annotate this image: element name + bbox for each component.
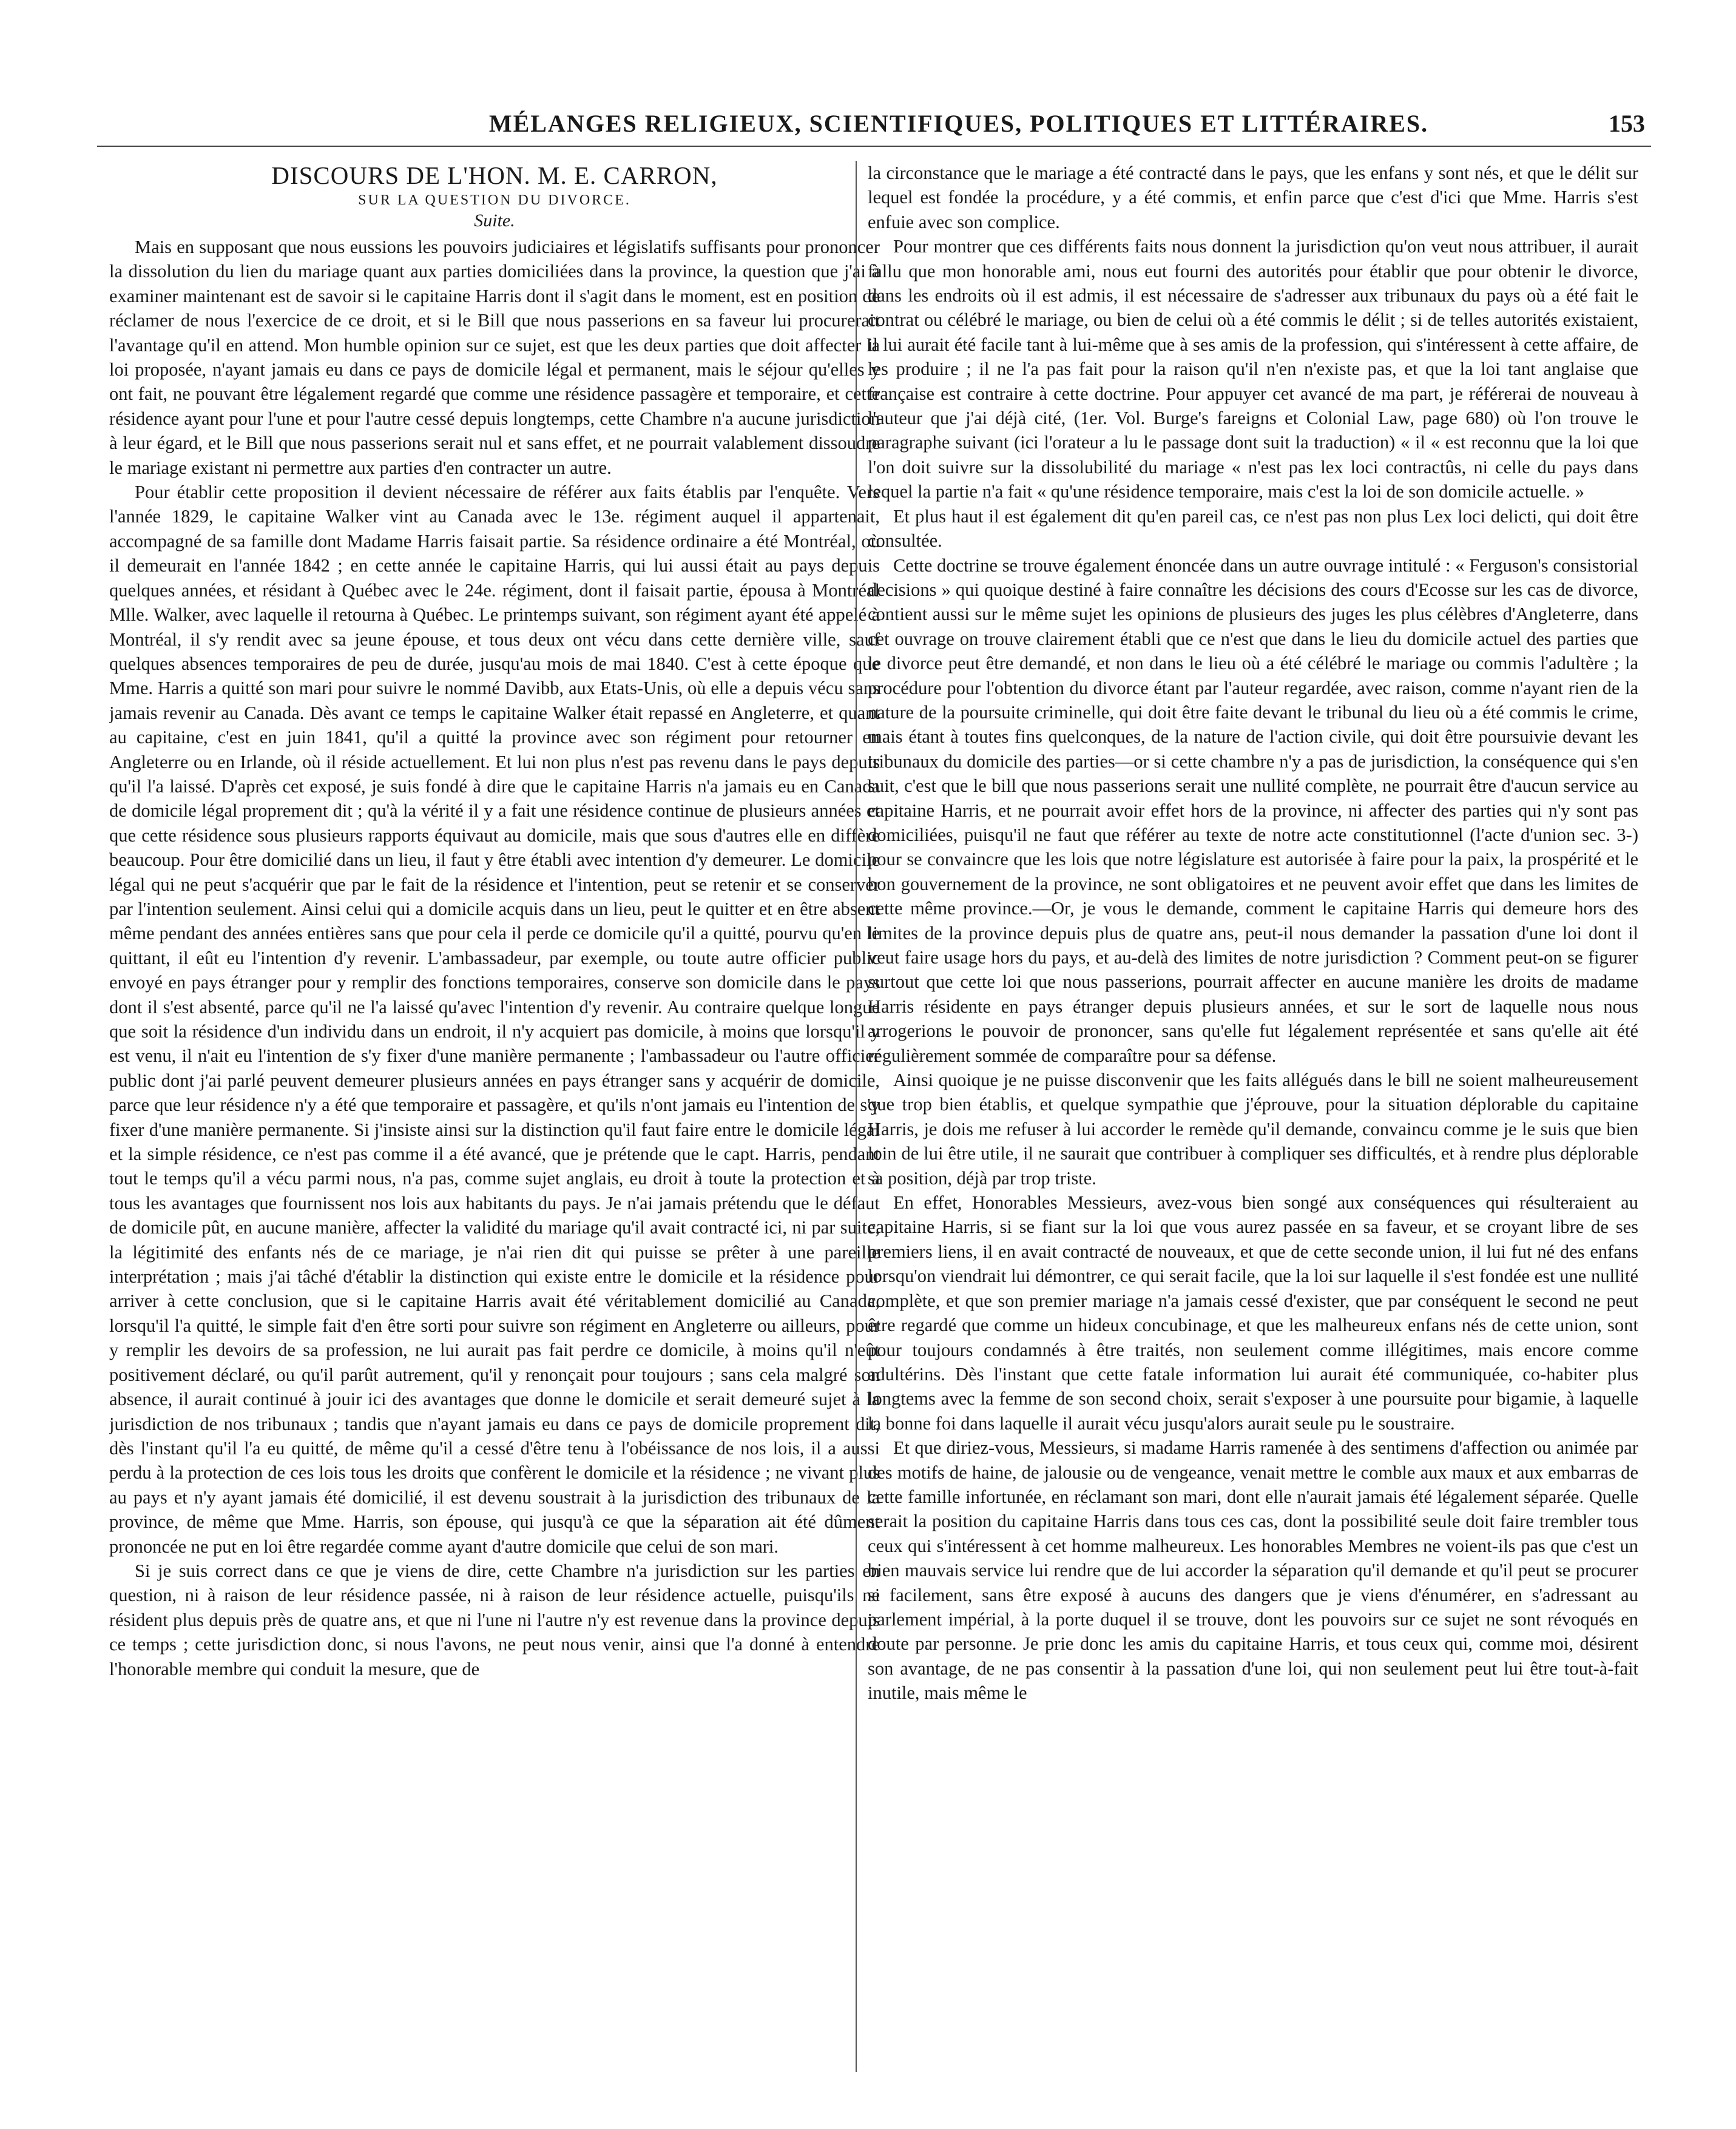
page-number: 153 — [1609, 110, 1645, 137]
paragraph: En effet, Honorables Messieurs, avez-vous bien songé aux conséquences qui résulteraient au capitaine Harris, si se fiant sur la loi que vous aurez passée en sa faveur, et se croyant libre de ses premiers liens, il en avait contracté de nouveaux, et que de cette seconde union, il lui fut né des enfans lorsqu'on viendrait lui démontrer, ce qui serait facile, que la loi sur laquelle il s'est fondée est une nullité complète, et que son premier mariage n'a jamais cessé d'exister, que par conséquent le second ne peut être regardé que comme un hideux concubinage, et que les malheureux enfans nés de cette union, sont pour toujours condamnés à être traités, non seulement comme illégitimes, mais encore comme adultérins. Dès l'instant que cette fatale information lui aurait été communiquée, co-habiter plus longtems avec la femme de son second choix, serait s'exposer à une poursuite pour bigamie, à laquelle la bonne foi dans laquelle il aurait vécu jusqu'alors aurait seule pu le soustraire. — [868, 1192, 1638, 1434]
article-subtitle: SUR LA QUESTION DU DIVORCE. — [358, 192, 631, 208]
paragraph: Pour montrer que ces différents faits nous donnent la jurisdiction qu'on veut nous attribuer, il aurait fallu que mon honorable ami, nous eut fourni des autorités pour établir que pour obtenir le divorce, dans les endroits où il est admis, il est nécessaire de s'adresser aux tribunaux du pays où a été fait le contrat ou célébré le mariage, ou bien de celui où a été commis le délit ; si de telles autorités existaient, il lui aurait été facile tant à lui-même que à ses amis de la profession, qui s'intéressent à cette affaire, de les produire ; il ne l'a pas fait pour la raison qu'il n'en n'existe pas, et que la loi tant anglaise que française est contraire à cette doctrine. Pour appuyer cet avancé de ma part, je référerai de nouveau à l'auteur que j'ai déjà cité, (1er. Vol. Burge's fareigns et Colonial Law, page 680) où l'on trouve le paragraphe suivant (ici l'orateur a lu le passage dont suit la traduction) « il « est reconnu que la loi que l'on doit suivre sur la dissolubilité du mariage « n'est pas lex loci contractûs, ni celle du pays dans lequel la partie n'a fait « qu'une résidence temporaire, mais c'est la loi de son domicile actuelle. » — [868, 236, 1638, 502]
column-divider — [856, 161, 857, 2072]
paragraph: Mais en supposant que nous eussions les pouvoirs judiciaires et législatifs suffisants pour prononcer la dissolution du lien du mariage quant aux parties domiciliées dans la province, la question que j'ai à examiner maintenant est de savoir si le capitaine Harris dont il s'agit dans le moment, est en position de réclamer de nous l'exercice de ce droit, et si le Bill que nous passerions en sa faveur lui procurerait l'avantage qu'il en attend. Mon humble opinion sur ce sujet, est que les deux parties que doit affecter la loi proposée, n'ayant jamais eu dans ce pays de domicile légal et permanent, mais le séjour qu'elles y ont fait, ne pouvant être légalement regardé que comme une résidence passagère et temporaire, et cette résidence ayant pour l'une et pour l'autre cessé depuis longtemps, cette Chambre n'a aucune jurisdiction à leur égard, et le Bill que nous passerions serait nul et sans effet, et ne pourrait valablement dissoudre le mariage existant ni permettre aux parties d'en contracter un autre. — [109, 237, 880, 478]
paragraph: Cette doctrine se trouve également énoncée dans un autre ouvrage intitulé : « Ferguson's consistorial decisions » qui quoique destiné à faire connaître les décisions des cours d'Ecosse sur les cas de divorce, contient aussi sur le même sujet les opinions de plusieurs des juges les plus célèbres d'Angleterre, dans cet ouvrage on trouve clairement établi que ce n'est que dans le lieu du domicile actuel des parties que le divorce peut être demandé, et non dans le lieu où a été célébré le mariage ou commis l'adultère ; la procédure pour l'obtention du divorce étant par l'auteur regardée, avec raison, comme n'ayant rien de la nature de la poursuite criminelle, qui doit être faite devant le tribunal du lieu où a été commis le crime, mais étant à toutes fins quelconques, de la nature de l'action civile, qui doit être poursuivie devant les tribunaux du domicile des parties—or si cette chambre n'y a pas de jurisdiction, la conséquence qui s'en suit, c'est que le bill que nous passerions serait une nullité complète, ne pourrait être d'aucun service au capitaine Harris, et ne pourrait avoir effet hors de la province, ni affecter des parties qui n'y sont pas domiciliées, puisqu'il ne faut que référer au texte de notre acte constitutionnel (l'acte d'union sec. 3-) pour se convaincre que les lois que notre législature est autorisée à faire pour la paix, la prospérité et le bon gouvernement de la province, ne sont obligatoires et ne peuvent avoir effet que dans les limites de cette même province.—Or, je vous le demande, comment le capitaine Harris qui demeure hors des limites de la province depuis plus de quatre ans, peut-il nous demander la passation d'une loi dont il veut faire usage hors du pays, et au-delà des limites de notre jurisdiction ? Comment peut-on se figurer surtout que cette loi que nous passerions, pourrait affecter en aucune manière les droits de madame Harris résidente en pays étranger depuis plusieurs années, et sur le sort de laquelle nous nous arrogerions le pouvoir de prononcer, sans qu'elle fut légalement représentée et sans qu'elle ait été régulièrement sommée de comparaître pour sa défense. — [868, 555, 1638, 1066]
paragraph: Et plus haut il est également dit qu'en pareil cas, ce n'est pas non plus Lex loci delicti, qui doit être consultée. — [868, 505, 1638, 552]
paragraph: la circonstance que le mariage a été contracté dans le pays, que les enfans y sont nés, et que le délit sur lequel est fondée la procédure, y a été commis, et enfin parce que c'est d'ici que Mme. Harris s'est enfuie avec son complice. — [868, 163, 1638, 232]
article-title: DISCOURS DE L'HON. M. E. CARRON, — [271, 161, 718, 189]
running-title: MÉLANGES RELIGIEUX, SCIENTIFIQUES, POLITIQUES ET LITTÉRAIRES. — [488, 110, 1429, 137]
right-column — [868, 161, 1638, 2072]
paragraph: Et que diriez-vous, Messieurs, si madame Harris ramenée à des sentimens d'affection ou animée par des motifs de haine, de jalousie ou de vengeance, venait mettre le comble aux maux et aux embarras de cette famille infortunée, en réclamant son mari, dont elle n'aurait jamais été légalement séparée. Quelle serait la position du capitaine Harris dans tous ces cas, dont la possibilité seule doit faire trembler tous ceux qui s'intéressent à cet homme malheureux. Les honorables Membres ne voient-ils pas que c'est un bien mauvais service lui rendre que de lui accorder la séparation qu'il demande et qu'il peut se procurer si facilement, sans être exposé à aucuns des dangers que je viens d'énumérer, en s'adressant au parlement impérial, à la porte duquel il se trouve, dont les pouvoirs sur ce sujet ne sont révoqués en doute par personne. Je prie donc les amis du capitaine Harris, et tous ceux qui, comme moi, désirent son avantage, de ne pas consentir à la passation d'une loi, qui non seulement peut lui être tout-à-fait inutile, mais même le — [868, 1437, 1638, 1704]
paragraph: Si je suis correct dans ce que je viens de dire, cette Chambre n'a jurisdiction sur les parties en question, ni à raison de leur résidence passée, ni à raison de leur résidence actuelle, puisqu'ils ne résident plus depuis près de quatre ans, et que ni l'une ni l'autre n'y est revenue dans la province depuis ce temps ; cette jurisdiction donc, si nous l'avons, ne peut nous venir, ainsi que l'a donné à entendre l'honorable membre qui conduit la mesure, que de — [109, 1560, 880, 1679]
header-rule — [97, 146, 1651, 147]
article-continuation: Suite. — [474, 211, 515, 231]
paragraph: Ainsi quoique je ne puisse disconvenir que les faits allégués dans le bill ne soient malheureusement que trop bien établis, et quelque sympathie que j'éprouve, pour la situation déplorable du capitaine Harris, je dois me refuser à lui accorder le remède qu'il demande, convaincu comme je le suis que bien loin de lui être utile, il ne saurait que contribuer à compliquer ses difficultés, et à rendre plus déplorable sa position, déjà par trop triste. — [868, 1070, 1638, 1189]
paragraph: Pour établir cette proposition il devient nécessaire de référer aux faits établis par l'enquête. Vers l'année 1829, le capitaine Walker vint au Canada avec le 13e. régiment auquel il appartenait, accompagné de sa famille dont Madame Harris faisait partie. Sa résidence ordinaire a été Montréal, où il demeurait en l'année 1842 ; en cette année le capitaine Harris, qui lui aussi était au pays depuis quelques années, et résidant à Québec avec le 24e. régiment, dont il faisait partie, épousa à Montréal Mlle. Walker, avec laquelle il retourna à Québec. Le printemps suivant, son régiment ayant été appelé à Montréal, il s'y rendit avec sa jeune épouse, et tous deux ont vécu dans cette dernière ville, sauf quelques absences temporaires de peu de durée, jusqu'au mois de mai 1840. C'est à cette époque que Mme. Harris a quitté son mari pour suivre le nommé Davibb, aux Etats-Unis, où elle a depuis vécu sans jamais revenir au Canada. Dès avant ce temps le capitaine Walker était repassé en Angleterre, et quant au capitaine, c'est en juin 1841, qu'il a quitté la province avec son régiment pour retourner en Angleterre ou en Irlande, où il réside actuellement. Et lui non plus n'est pas revenu dans le pays depuis qu'il l'a laissé. D'après cet exposé, je suis fondé à dire que le capitaine Harris n'a jamais eu en Canada de domicile légal proprement dit ; qu'à la vérité il y a fait une résidence continue de plusieurs années et que cette résidence sous plusieurs rapports équivaut au domicile, mais que sous d'autres elle en diffère beaucoup. Pour être domicilié dans un lieu, il faut y être établi avec intention d'y demeurer. Le domicile légal qui ne peut s'acquérir que par le fait de la résidence et l'intention, peut se retenir et se conserver par l'intention seulement. Ainsi celui qui a domicile acquis dans un lieu, peut le quitter et en être absent même pendant des années entières sans que pour cela il perde ce domicile qu'il a quitté, pourvu qu'en le quittant, il eût eu l'intention d'y revenir. L'ambassadeur, par exemple, ou toute autre officier public envoyé en pays étranger pour y remplir des fonctions temporaires, conserve son domicile dans le pays dont il s'est absenté, parce qu'il ne l'a laissé qu'avec l'intention d'y revenir. Au contraire quelque longue que soit la résidence d'un individu dans un endroit, il n'y acquiert pas domicile, à moins que lorsqu'il y est venu, il n'ait eu l'intention de s'y fixer d'une manière permanente ; l'ambassadeur ou l'autre officier public dont j'ai parlé peuvent demeurer plusieurs années en pays étranger sans y acquérir de domicile, parce que leur résidence n'y a été que temporaire et passagère, et qu'ils n'ont jamais eu l'intention de s'y fixer d'une manière permanente. Si j'insiste ainsi sur la distinction qu'il faut faire entre le domicile légal et la simple résidence, ce n'est pas comme il a été avancé, que je prétende que le capt. Harris, pendant tout le temps qu'il a vécu parmi nous, n'a pas, comme sujet anglais, eu droit à toute la protection et à tous les avantages que fournissent nos lois aux habitants du pays. Je n'ai jamais prétendu que le défaut de domicile pût, en aucune manière, affecter la validité du mariage qu'il avait contracté ici, ni par suite, la légitimité des enfants nés de ce mariage, je n'ai rien dit qui puisse se prêter à une pareille interprétation ; mais j'ai tâché d'établir la distinction qui existe entre le domicile et la résidence pour arriver à cette conclusion, que si le capitaine Harris avait été véritablement domicilié au Canada, lorsqu'il l'a quitté, le simple fait d'en être sorti pour suivre son régiment en Angleterre ou ailleurs, pour y remplir les devoirs de sa profession, ne lui aurait pas fait perdre ce domicile, à moins qu'il n'eût positivement déclaré, ou qu'il parût autrement, qu'il y renonçait pour toujours ; sans cela malgré son absence, il aurait continué à jouir ici des avantages que donne le domicile et serait demeuré sujet à la jurisdiction de nos tribunaux ; tandis que n'ayant jamais eu dans ce pays de domicile proprement dit, dès l'instant qu'il l'a eu quitté, de même qu'il a cessé d'être tenu à l'obéissance de nos lois, il a aussi perdu à la protection de ces lois tous les droits que confèrent le domicile et la résidence ; ne vivant plus au pays et n'y ayant jamais été domicilié, il est devenu soustrait à la jurisdiction des tribunaux de la province, de même que Mme. Harris, son épouse, qui jusqu'à ce que la séparation ait été dûment prononcée ne put en loi être regardée comme ayant d'autre domicile que celui de son mari. — [109, 482, 880, 1557]
left-column — [109, 161, 880, 2072]
